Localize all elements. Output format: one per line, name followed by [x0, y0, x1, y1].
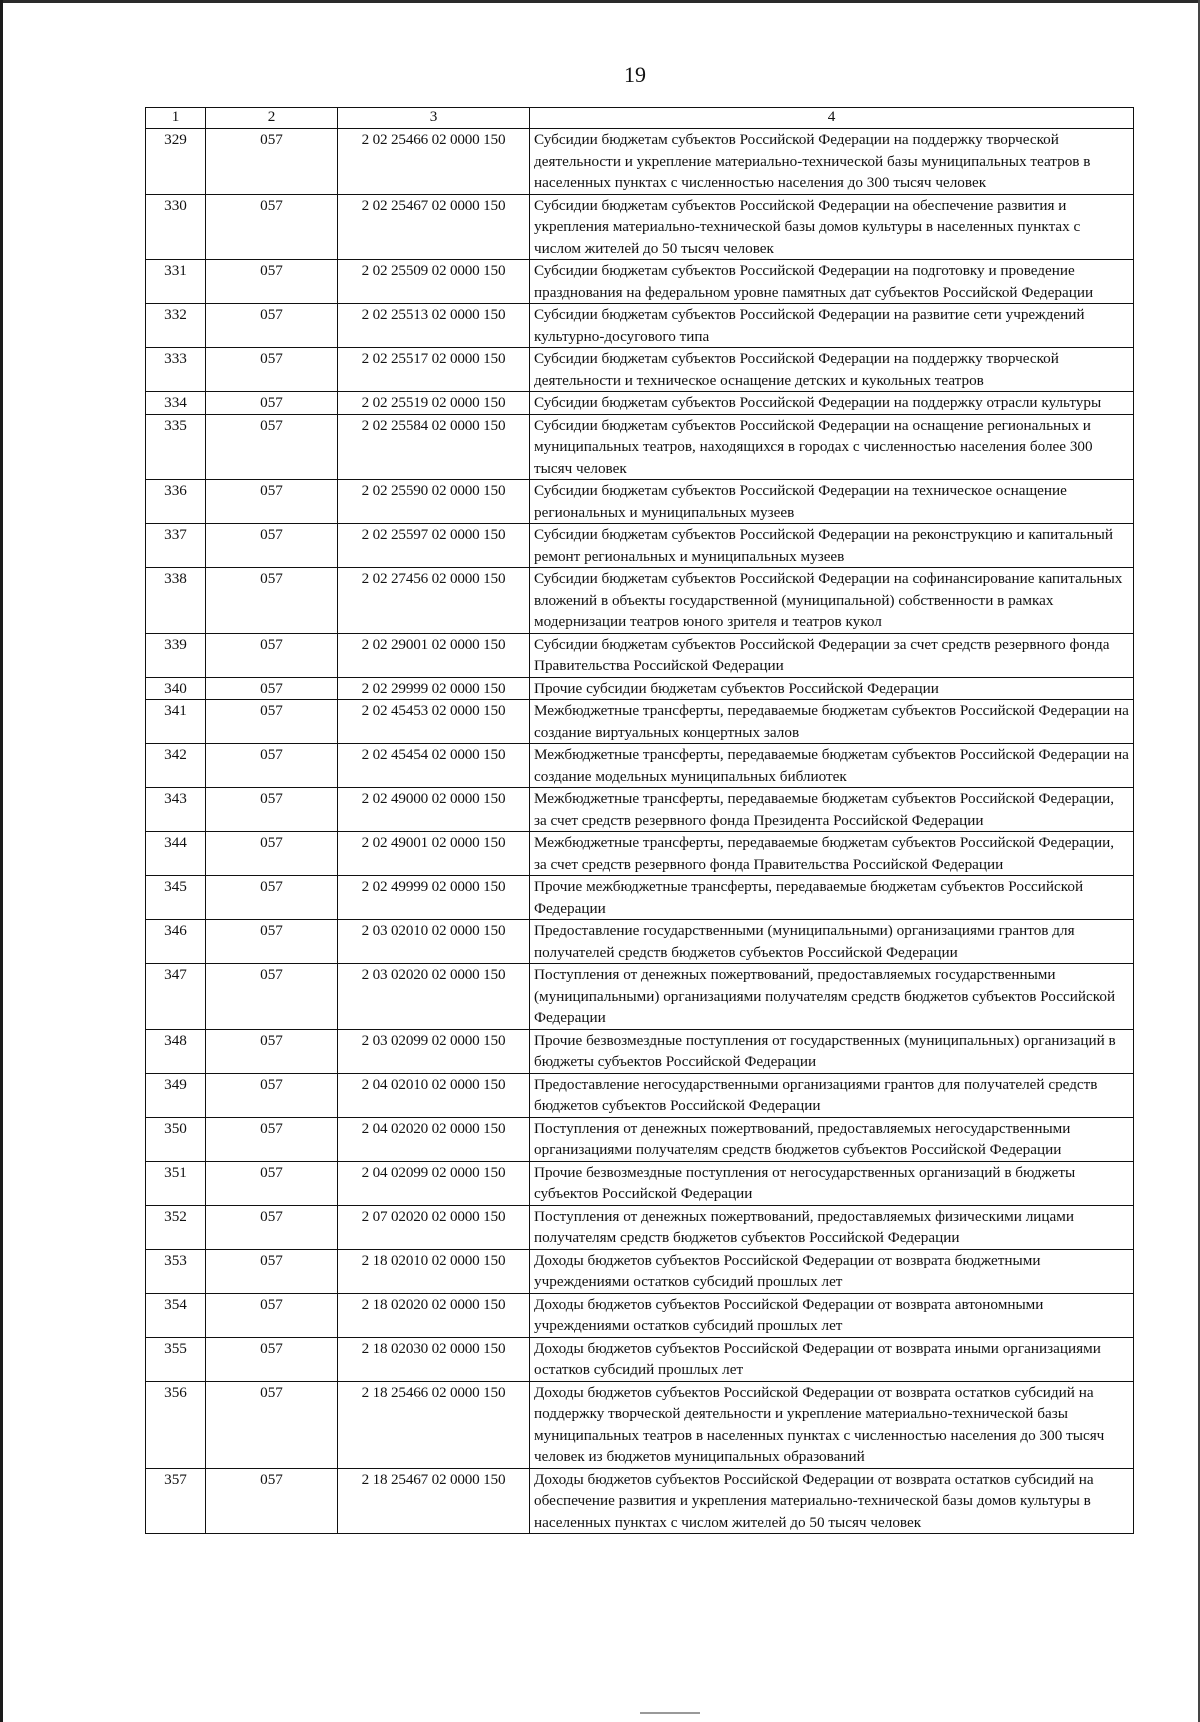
- table-header: [146, 108, 1134, 129]
- table-row: [146, 480, 1134, 524]
- revenue-code-cell: 2 02 25517 02 0000 150: [338, 348, 530, 392]
- description-cell: Межбюджетные трансферты, передаваемые бюджетам субъектов Российской Федерации на создание модельных муниципальных библиотек: [530, 744, 1134, 788]
- table-row: [146, 832, 1134, 876]
- table-row: [146, 1117, 1134, 1161]
- description-cell: Межбюджетные трансферты, передаваемые бюджетам субъектов Российской Федерации, за счет средств резервного фонда Президента Российской Федерации: [530, 788, 1134, 832]
- revenue-code-cell: 2 18 02030 02 0000 150: [338, 1337, 530, 1381]
- row-number-cell: 354: [146, 1293, 206, 1337]
- description-cell: Субсидии бюджетам субъектов Российской Федерации на реконструкцию и капитальный ремонт региональных и муниципальных музеев: [530, 524, 1134, 568]
- scan-edge-top: [0, 0, 1200, 3]
- revenue-code-cell: 2 02 25513 02 0000 150: [338, 304, 530, 348]
- description-cell: Межбюджетные трансферты, передаваемые бюджетам субъектов Российской Федерации, за счет средств резервного фонда Правительства Российской Федерации: [530, 832, 1134, 876]
- administrator-code-cell: 057: [206, 392, 338, 415]
- description-cell: Доходы бюджетов субъектов Российской Федерации от возврата бюджетными учреждениями остатков субсидий прошлых лет: [530, 1249, 1134, 1293]
- scan-artifact: [640, 1712, 700, 1714]
- row-number-cell: 347: [146, 964, 206, 1030]
- administrator-code-cell: 057: [206, 1117, 338, 1161]
- table-row: [146, 129, 1134, 195]
- table-row: [146, 1381, 1134, 1468]
- table-row: [146, 414, 1134, 480]
- administrator-code-cell: 057: [206, 876, 338, 920]
- description-cell: Предоставление государственными (муниципальными) организациями грантов для получателей средств бюджетов субъектов Российской Федерации: [530, 920, 1134, 964]
- revenue-code-cell: 2 02 29001 02 0000 150: [338, 633, 530, 677]
- column-header-1: 1: [146, 108, 206, 129]
- description-cell: Субсидии бюджетам субъектов Российской Федерации на поддержку творческой деятельности и техническое оснащение детских и кукольных театров: [530, 348, 1134, 392]
- table-row: [146, 788, 1134, 832]
- table-row: [146, 744, 1134, 788]
- administrator-code-cell: 057: [206, 920, 338, 964]
- row-number-cell: 331: [146, 260, 206, 304]
- table-row: [146, 677, 1134, 700]
- table-row: [146, 876, 1134, 920]
- row-number-cell: 349: [146, 1073, 206, 1117]
- row-number-cell: 332: [146, 304, 206, 348]
- revenue-code-cell: 2 02 25519 02 0000 150: [338, 392, 530, 415]
- administrator-code-cell: 057: [206, 260, 338, 304]
- row-number-cell: 329: [146, 129, 206, 195]
- administrator-code-cell: 057: [206, 1381, 338, 1468]
- administrator-code-cell: 057: [206, 1293, 338, 1337]
- revenue-code-cell: 2 02 45454 02 0000 150: [338, 744, 530, 788]
- revenue-code-cell: 2 02 25467 02 0000 150: [338, 194, 530, 260]
- revenue-code-cell: 2 02 49000 02 0000 150: [338, 788, 530, 832]
- description-cell: Субсидии бюджетам субъектов Российской Федерации за счет средств резервного фонда Правительства Российской Федерации: [530, 633, 1134, 677]
- description-cell: Субсидии бюджетам субъектов Российской Федерации на поддержку отрасли культуры: [530, 392, 1134, 415]
- revenue-code-cell: 2 04 02020 02 0000 150: [338, 1117, 530, 1161]
- column-header-3: 3: [338, 108, 530, 129]
- row-number-cell: 339: [146, 633, 206, 677]
- row-number-cell: 337: [146, 524, 206, 568]
- revenue-code-cell: 2 02 45453 02 0000 150: [338, 700, 530, 744]
- table-row: [146, 260, 1134, 304]
- table-row: [146, 1337, 1134, 1381]
- revenue-code-cell: 2 18 25466 02 0000 150: [338, 1381, 530, 1468]
- description-cell: Прочие безвозмездные поступления от государственных (муниципальных) организаций в бюджеты субъектов Российской Федерации: [530, 1029, 1134, 1073]
- administrator-code-cell: 057: [206, 788, 338, 832]
- administrator-code-cell: 057: [206, 1029, 338, 1073]
- row-number-cell: 336: [146, 480, 206, 524]
- revenue-code-cell: 2 02 49001 02 0000 150: [338, 832, 530, 876]
- row-number-cell: 348: [146, 1029, 206, 1073]
- table-row: [146, 1029, 1134, 1073]
- revenue-code-cell: 2 02 25509 02 0000 150: [338, 260, 530, 304]
- revenue-code-cell: 2 18 25467 02 0000 150: [338, 1468, 530, 1534]
- table-row: [146, 920, 1134, 964]
- row-number-cell: 338: [146, 568, 206, 634]
- table-row: [146, 1161, 1134, 1205]
- administrator-code-cell: 057: [206, 1205, 338, 1249]
- administrator-code-cell: 057: [206, 1161, 338, 1205]
- description-cell: Поступления от денежных пожертвований, предоставляемых физическими лицами получателям средств бюджетов субъектов Российской Федерации: [530, 1205, 1134, 1249]
- row-number-cell: 345: [146, 876, 206, 920]
- description-cell: Доходы бюджетов субъектов Российской Федерации от возврата остатков субсидий на обеспечение развития и укрепления материально-технической базы домов культуры в населенных пунктах с числом жителей до 50 тысяч человек: [530, 1468, 1134, 1534]
- administrator-code-cell: 057: [206, 524, 338, 568]
- revenue-code-cell: 2 02 25597 02 0000 150: [338, 524, 530, 568]
- table-row: [146, 392, 1134, 415]
- revenue-code-cell: 2 02 25584 02 0000 150: [338, 414, 530, 480]
- row-number-cell: 352: [146, 1205, 206, 1249]
- row-number-cell: 353: [146, 1249, 206, 1293]
- revenue-code-cell: 2 03 02020 02 0000 150: [338, 964, 530, 1030]
- table-row: [146, 348, 1134, 392]
- description-cell: Субсидии бюджетам субъектов Российской Федерации на оснащение региональных и муниципальных театров, находящихся в городах с численностью населения более 300 тысяч человек: [530, 414, 1134, 480]
- description-cell: Предоставление негосударственными организациями грантов для получателей средств бюджетов субъектов Российской Федерации: [530, 1073, 1134, 1117]
- administrator-code-cell: 057: [206, 194, 338, 260]
- description-cell: Прочие безвозмездные поступления от негосударственных организаций в бюджеты субъектов Российской Федерации: [530, 1161, 1134, 1205]
- administrator-code-cell: 057: [206, 304, 338, 348]
- row-number-cell: 334: [146, 392, 206, 415]
- administrator-code-cell: 057: [206, 414, 338, 480]
- table-row: [146, 1205, 1134, 1249]
- row-number-cell: 343: [146, 788, 206, 832]
- revenue-code-cell: 2 03 02099 02 0000 150: [338, 1029, 530, 1073]
- administrator-code-cell: 057: [206, 677, 338, 700]
- description-cell: Поступления от денежных пожертвований, предоставляемых государственными (муниципальными) организациями получателям средств бюджетов субъектов Российской Федерации: [530, 964, 1134, 1030]
- revenue-code-cell: 2 02 29999 02 0000 150: [338, 677, 530, 700]
- description-cell: Субсидии бюджетам субъектов Российской Федерации на обеспечение развития и укрепления материально-технической базы домов культуры в населенных пунктах с числом жителей до 50 тысяч человек: [530, 194, 1134, 260]
- revenue-code-cell: 2 02 25590 02 0000 150: [338, 480, 530, 524]
- administrator-code-cell: 057: [206, 1337, 338, 1381]
- revenue-code-cell: 2 02 49999 02 0000 150: [338, 876, 530, 920]
- description-cell: Доходы бюджетов субъектов Российской Федерации от возврата остатков субсидий на поддержку творческой деятельности и укрепление материально-технической базы муниципальных театров в населенных пунктах с численностью населения до 300 тысяч человек из бюджетов муниципальных образований: [530, 1381, 1134, 1468]
- row-number-cell: 356: [146, 1381, 206, 1468]
- table-row: [146, 700, 1134, 744]
- table-row: [146, 194, 1134, 260]
- description-cell: Поступления от денежных пожертвований, предоставляемых негосударственными организациями получателям средств бюджетов субъектов Российской Федерации: [530, 1117, 1134, 1161]
- description-cell: Прочие субсидии бюджетам субъектов Российской Федерации: [530, 677, 1134, 700]
- table-row: [146, 1468, 1134, 1534]
- row-number-cell: 357: [146, 1468, 206, 1534]
- table-row: [146, 568, 1134, 634]
- table-row: [146, 633, 1134, 677]
- revenue-code-cell: 2 03 02010 02 0000 150: [338, 920, 530, 964]
- administrator-code-cell: 057: [206, 700, 338, 744]
- table-row: [146, 1293, 1134, 1337]
- revenue-code-cell: 2 07 02020 02 0000 150: [338, 1205, 530, 1249]
- column-header-4: 4: [530, 108, 1134, 129]
- administrator-code-cell: 057: [206, 348, 338, 392]
- administrator-code-cell: 057: [206, 633, 338, 677]
- table-body: [146, 129, 1134, 1534]
- row-number-cell: 342: [146, 744, 206, 788]
- table-row: [146, 524, 1134, 568]
- revenue-code-cell: 2 18 02010 02 0000 150: [338, 1249, 530, 1293]
- administrator-code-cell: 057: [206, 832, 338, 876]
- revenue-code-cell: 2 02 27456 02 0000 150: [338, 568, 530, 634]
- header-row: [146, 108, 1134, 129]
- administrator-code-cell: 057: [206, 1249, 338, 1293]
- table-row: [146, 964, 1134, 1030]
- revenue-code-cell: 2 04 02010 02 0000 150: [338, 1073, 530, 1117]
- description-cell: Межбюджетные трансферты, передаваемые бюджетам субъектов Российской Федерации на создание виртуальных концертных залов: [530, 700, 1134, 744]
- row-number-cell: 350: [146, 1117, 206, 1161]
- description-cell: Субсидии бюджетам субъектов Российской Федерации на подготовку и проведение празднования на федеральном уровне памятных дат субъектов Российской Федерации: [530, 260, 1134, 304]
- administrator-code-cell: 057: [206, 964, 338, 1030]
- table-row: [146, 1249, 1134, 1293]
- row-number-cell: 351: [146, 1161, 206, 1205]
- description-cell: Субсидии бюджетам субъектов Российской Федерации на поддержку творческой деятельности и укрепление материально-технической базы муниципальных театров в населенных пунктах с численностью населения до 300 тысяч человек: [530, 129, 1134, 195]
- row-number-cell: 341: [146, 700, 206, 744]
- row-number-cell: 340: [146, 677, 206, 700]
- row-number-cell: 330: [146, 194, 206, 260]
- administrator-code-cell: 057: [206, 1073, 338, 1117]
- administrator-code-cell: 057: [206, 568, 338, 634]
- revenue-code-cell: 2 18 02020 02 0000 150: [338, 1293, 530, 1337]
- description-cell: Прочие межбюджетные трансферты, передаваемые бюджетам субъектов Российской Федерации: [530, 876, 1134, 920]
- page-number: 19: [624, 62, 646, 87]
- scan-edge-left: [0, 0, 3, 1722]
- revenue-codes-table: [145, 107, 1134, 1534]
- administrator-code-cell: 057: [206, 744, 338, 788]
- column-header-2: 2: [206, 108, 338, 129]
- row-number-cell: 355: [146, 1337, 206, 1381]
- row-number-cell: 335: [146, 414, 206, 480]
- description-cell: Доходы бюджетов субъектов Российской Федерации от возврата автономными учреждениями остатков субсидий прошлых лет: [530, 1293, 1134, 1337]
- revenue-code-cell: 2 04 02099 02 0000 150: [338, 1161, 530, 1205]
- row-number-cell: 346: [146, 920, 206, 964]
- description-cell: Субсидии бюджетам субъектов Российской Федерации на техническое оснащение региональных и муниципальных музеев: [530, 480, 1134, 524]
- table-row: [146, 1073, 1134, 1117]
- revenue-code-cell: 2 02 25466 02 0000 150: [338, 129, 530, 195]
- description-cell: Субсидии бюджетам субъектов Российской Федерации на развитие сети учреждений культурно-досугового типа: [530, 304, 1134, 348]
- administrator-code-cell: 057: [206, 480, 338, 524]
- administrator-code-cell: 057: [206, 129, 338, 195]
- description-cell: Субсидии бюджетам субъектов Российской Федерации на софинансирование капитальных вложений в объекты государственной (муниципальной) собственности в рамках модернизации театров юного зрителя и театров кукол: [530, 568, 1134, 634]
- description-cell: Доходы бюджетов субъектов Российской Федерации от возврата иными организациями остатков субсидий прошлых лет: [530, 1337, 1134, 1381]
- row-number-cell: 333: [146, 348, 206, 392]
- administrator-code-cell: 057: [206, 1468, 338, 1534]
- table-row: [146, 304, 1134, 348]
- row-number-cell: 344: [146, 832, 206, 876]
